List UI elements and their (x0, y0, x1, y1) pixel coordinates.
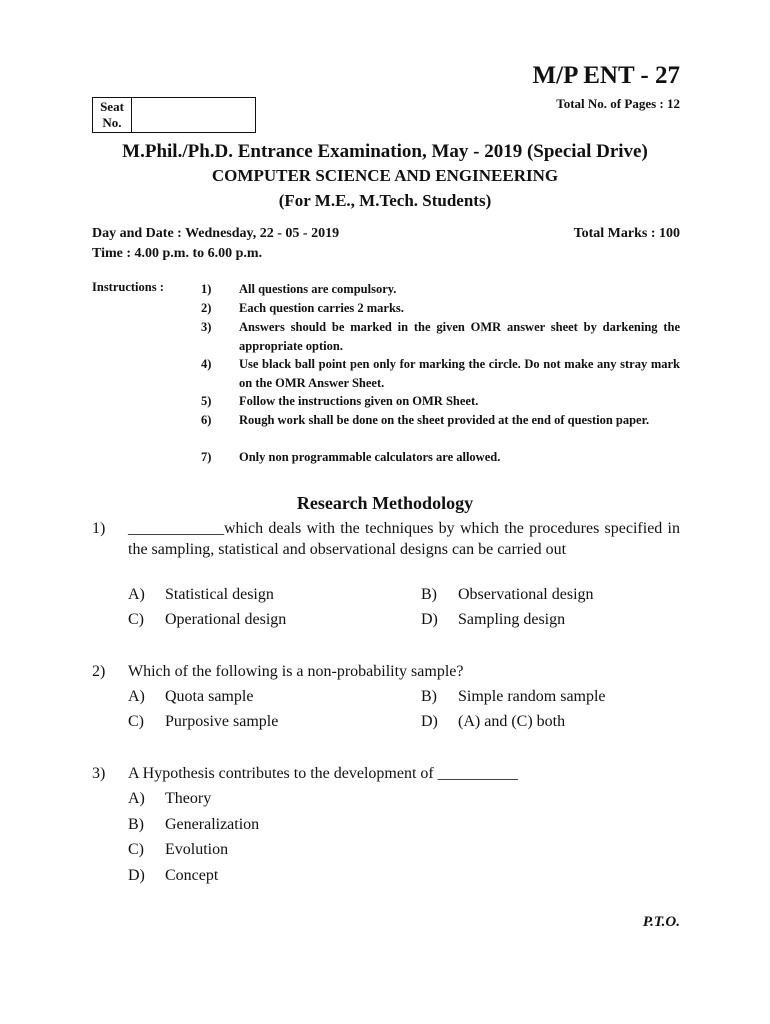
instruction-text: Rough work shall be done on the sheet provided at the end of question paper. (239, 413, 650, 427)
seat-label-line2: No. (102, 115, 122, 130)
instructions-heading: Instructions : (92, 280, 164, 294)
question-number: 3) (92, 765, 106, 782)
option-label: D) (421, 611, 438, 628)
exam-time: Time : 4.00 p.m. to 6.00 p.m. (92, 246, 263, 261)
instruction-text: All questions are compulsory. (239, 282, 397, 296)
total-marks: Total Marks : 100 (573, 226, 680, 241)
exam-title: M.Phil./Ph.D. Entrance Examination, May - 2019 (Special Drive) (122, 141, 648, 162)
option-label: A) (128, 586, 145, 603)
option-text: Quota sample (165, 688, 254, 705)
option-label: B) (421, 586, 437, 603)
instruction-number: 3) (201, 320, 212, 334)
option-text: Generalization (165, 816, 260, 833)
option-text: Purposive sample (165, 713, 279, 730)
section-title: Research Methodology (296, 493, 474, 513)
option-text: (A) and (C) both (458, 713, 566, 730)
instruction-text: Use black ball point pen only for marking the circle. Do not make any stray mark on the OMR Answer Sheet. (239, 357, 680, 390)
option-label: D) (421, 713, 438, 730)
option-label: A) (128, 688, 145, 705)
instruction-text: Follow the instructions given on OMR Sheet. (239, 394, 479, 408)
option-text: Concept (165, 867, 219, 884)
instruction-number: 2) (201, 301, 212, 315)
seat-label-line1: Seat (100, 99, 124, 114)
option-text: Statistical design (165, 586, 274, 603)
question-text: ____________which deals with the techniques by which the procedures specified in the sampling, statistical and observational designs can be carried out (128, 520, 680, 558)
option-label: A) (128, 790, 145, 807)
option-label: C) (128, 611, 144, 628)
question-number: 2) (92, 663, 106, 680)
instruction-text: Only non programmable calculators are allowed. (239, 450, 501, 464)
audience-title: (For M.E., M.Tech. Students) (278, 191, 492, 210)
question-text: Which of the following is a non-probability sample? (128, 663, 464, 680)
subject-title: COMPUTER SCIENCE AND ENGINEERING (211, 166, 559, 185)
option-text: Theory (165, 790, 212, 807)
seat-number-label (93, 98, 132, 132)
total-pages: Total No. of Pages : 12 (556, 96, 680, 111)
seat-number-field (132, 98, 255, 132)
option-label: D) (128, 867, 145, 884)
option-text: Evolution (165, 841, 229, 858)
option-text: Operational design (165, 611, 287, 628)
option-label: C) (128, 841, 144, 858)
instruction-number: 1) (201, 282, 212, 296)
instruction-number: 5) (201, 394, 212, 408)
option-label: B) (128, 816, 144, 833)
question-number: 1) (92, 520, 106, 537)
instruction-text: Answers should be marked in the given OMR answer sheet by darkening the appropriate option. (239, 320, 680, 353)
option-text: Observational design (458, 586, 594, 603)
instruction-number: 7) (201, 450, 212, 464)
instruction-text: Each question carries 2 marks. (239, 301, 404, 315)
option-label: B) (421, 688, 437, 705)
option-text: Sampling design (458, 611, 566, 628)
instruction-number: 6) (201, 413, 212, 427)
please-turn-over: P.T.O. (642, 914, 680, 930)
paper-code: M/P ENT - 27 (532, 62, 680, 89)
option-text: Simple random sample (458, 688, 606, 705)
instruction-number: 4) (201, 357, 212, 371)
day-and-date: Day and Date : Wednesday, 22 - 05 - 2019 (92, 226, 340, 241)
seat-number-box (92, 97, 256, 133)
question-text: A Hypothesis contributes to the development of __________ (128, 765, 518, 782)
option-label: C) (128, 713, 144, 730)
